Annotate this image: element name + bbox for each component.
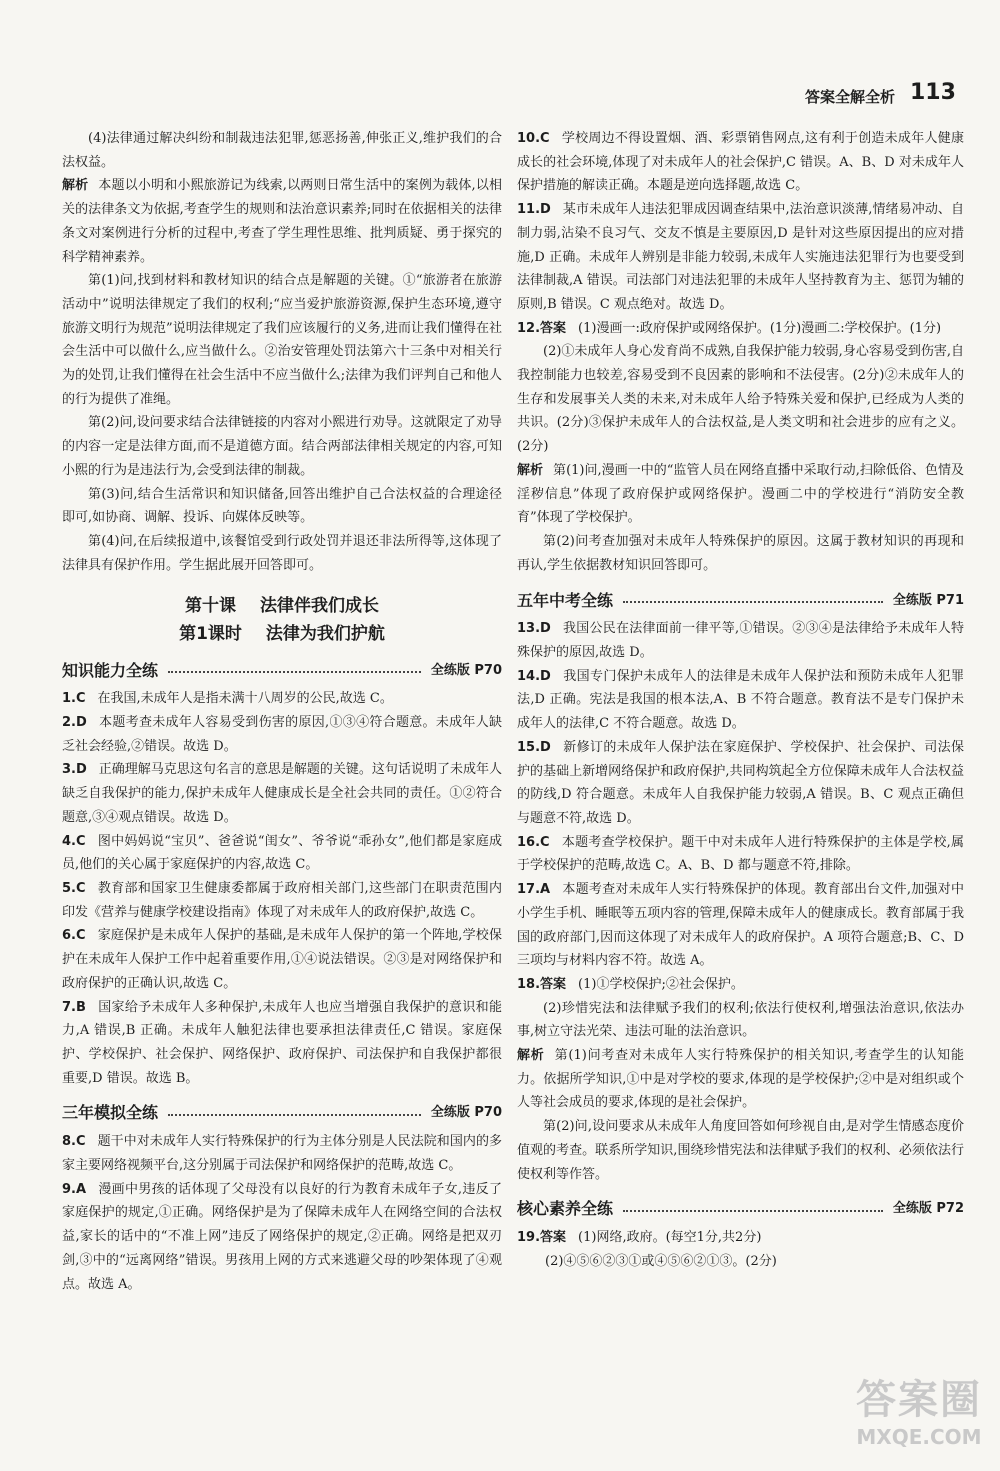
- answer-text: 漫画中男孩的话体现了父母没有以良好的行为教育未成年子女,违反了家庭保护的规定,①正确。网络保护是为了保障未成年人在网络空间的合法权益,家长的话中的“不准上网”违反了网络保护的规定,②正确。网络是把双刃剑,③中的“远离网络”错误。男孩用上网的方式来逃避父母的吵架体现了④观点。故选 A。: [62, 1181, 502, 1292]
- section-ref: 全练版 P70: [430, 662, 502, 678]
- watermark-logo: [856, 1368, 982, 1449]
- answer-item: [62, 687, 502, 711]
- answer-text: 本题考查学校保护。题干中对未成年人进行特殊保护的主体是学校,属于学校保护的范畴,故选 C。A、B、D 都与题意不符,排除。: [517, 834, 964, 874]
- chapter-number: 第十课: [185, 596, 236, 617]
- section-divider: [623, 1210, 883, 1212]
- paragraph: 第(2)问,设问要求从未成年人角度回答如何珍视自由,是对学生情感态度价值观的考查。联系所学知识,围绕珍惜宪法和法律赋予我们的权利、必须依法行使权利等作答。: [517, 1119, 964, 1182]
- left-column: [62, 127, 502, 1296]
- running-header-title: 答案全解全析: [805, 88, 896, 106]
- section-header: [62, 1100, 502, 1126]
- question-number: 13.D: [517, 621, 551, 637]
- paragraph: (2)④⑤⑥②③①或④⑤⑥②①③。(2分): [545, 1253, 777, 1269]
- section-header: [62, 657, 502, 683]
- page-number: 113: [910, 80, 956, 105]
- answer-text: (1)网络,政府。(每空1分,共2分): [578, 1230, 762, 1246]
- paragraph: (4)法律通过解决纠纷和制裁违法犯罪,惩恶扬善,伸张正义,维护我们的合法权益。: [62, 131, 502, 170]
- answer-text: 国家给予未成年人多种保护,未成年人也应当增强自我保护的意识和能力,A 错误,B 正确。未成年人触犯法律也要承担法律责任,C 错误。家庭保护、学校保护、社会保护、网络保护、政府保护、司法保护和自我保护都很重要,D 错误。故选 B。: [62, 999, 502, 1086]
- question-number: 17.A: [517, 882, 551, 898]
- answer-text: 题干中对未成年人实行特殊保护的行为主体分别是人民法院和国内的多家主要网络视频平台,这分别属于司法保护和网络保护的范畴,故选 C。: [62, 1134, 502, 1174]
- question-number: 15.D: [517, 739, 551, 755]
- answer-text: 本题考查未成年人容易受到伤害的原因,①③④符合题意。未成年人缺乏社会经验,②错误。故选 D。: [62, 715, 502, 754]
- question-number: 3.D: [62, 762, 87, 778]
- answer-text: 我国专门保护未成年人的法律是未成年人保护法和预防未成年人犯罪法,D 正确。宪法是我国的根本法,A、B 不符合题意。教育法不是专门保护未成年人的法律,C 不符合题意。故选 D。: [517, 668, 964, 732]
- answer-item: [62, 830, 502, 877]
- section-label: 五年中考全练: [517, 590, 614, 610]
- question-number: 8.C: [62, 1134, 86, 1150]
- section-header: [517, 587, 964, 613]
- answer-item: [517, 831, 964, 878]
- section-ref: 全练版 P71: [892, 592, 964, 608]
- question-number: 1.C: [62, 691, 86, 707]
- question-number: 6.C: [62, 928, 86, 944]
- answer-text: 本题考查对未成年人实行特殊保护的体现。教育部出台文件,加强对中小学生手机、睡眠等五项内容的管理,保障未成年人的健康成长。教育部属于我国的政府部门,因而这体现了对未成年人的政府保护。A 项符合题意;B、C、D 三项均与材料内容不符。故选 A。: [517, 882, 964, 969]
- answer-item: [62, 758, 502, 829]
- analysis-paragraph: [517, 459, 964, 530]
- answer-item: [517, 1226, 964, 1250]
- section-header: [517, 1196, 964, 1222]
- question-number: 14.D: [517, 668, 551, 684]
- answer-item: [517, 973, 964, 997]
- answer-item: [517, 127, 964, 198]
- lesson-title: [62, 621, 502, 647]
- question-number: 7.B: [62, 999, 86, 1015]
- analysis-text: 本题以小明和小熙旅游记为线索,以两则日常生活中的案例为载体,以相关的法律条文为依据,考查学生的规则和法治意识素养;同时在依据相关的法律条文对案例进行分析的过程中,考查了学生理性思维、批判质疑、勇于探究的科学精神素养。: [62, 178, 502, 265]
- question-number: 11.D: [517, 202, 551, 218]
- section-label: 知识能力全练: [62, 660, 159, 680]
- analysis-label: 解析: [517, 1048, 545, 1064]
- paragraph: 第(2)问考查加强对未成年人特殊保护的原因。这属于教材知识的再现和再认,学生依据教材知识回答即可。: [517, 533, 964, 573]
- paragraph: (2)①未成年人身心发育尚不成熟,自我保护能力较弱,身心容易受到伤害,自我控制能力也较差,容易受到不良因素的影响和不法侵害。(2分)②未成年人的生存和发展事关人类的未来,对未成年人给予特殊关爱和保护,已经成为人类的共识。(2分)③保护未成年人的合法权益,是人类文明和社会进步的应有之义。(2分): [517, 344, 964, 455]
- answer-item: [62, 877, 502, 924]
- answer-text: 教育部和国家卫生健康委都属于政府相关部门,这些部门在职责范围内印发《营养与健康学校建设指南》体现了对未成年人的政府保护,故选 C。: [62, 880, 502, 920]
- answer-text: 图中妈妈说“宝贝”、爸爸说“闺女”、爷爷说“乖孙女”,他们都是家庭成员,他们的关心属于家庭保护的内容,故选 C。: [62, 833, 502, 873]
- right-column: [517, 127, 964, 1274]
- question-number: 5.C: [62, 880, 86, 896]
- question-number: 9.A: [62, 1181, 87, 1197]
- answer-item: [517, 736, 964, 831]
- answer-text: (1)①学校保护;②社会保护。: [578, 976, 744, 992]
- section-label: 三年模拟全练: [62, 1103, 159, 1123]
- lesson-name: 法律为我们护航: [265, 624, 385, 645]
- answer-item: [62, 996, 502, 1091]
- analysis-paragraph: [517, 1044, 964, 1115]
- answer-text: 学校周边不得设置烟、酒、彩票销售网点,这有利于创造未成年人健康成长的社会环境,体现了对未成年人的社会保护,C 错误。A、B、D 对未成年人保护措施的解读正确。本题是逆向选择题,故选 C。: [517, 131, 964, 194]
- answer-item: [517, 198, 964, 317]
- answer-item: [517, 878, 964, 973]
- paragraph: 第(3)问,结合生活常识和知识储备,回答出维护自己合法权益的合理途径即可,如协商、调解、投诉、向媒体反映等。: [62, 486, 502, 526]
- section-divider: [168, 671, 421, 673]
- answer-text: 我国公民在法律面前一律平等,①错误。②③④是法律给予未成年人特殊保护的原因,故选 D。: [517, 621, 964, 661]
- paragraph: (2)珍惜宪法和法律赋予我们的权利;依法行使权利,增强法治意识,依法办事,树立守法光荣、违法可耻的法治意识。: [517, 1000, 964, 1040]
- answer-text: 在我国,未成年人是指未满十八周岁的公民,故选 C。: [97, 691, 393, 707]
- section-label: 核心素养全练: [517, 1199, 614, 1219]
- answer-item: [517, 617, 964, 664]
- watermark-main: 答案圈: [856, 1377, 982, 1423]
- answer-text: 正确理解马克思这句名言的意思是解题的关键。这句话说明了未成年人缺乏自我保护的能力,保护未成年人健康成长是全社会共同的责任。①②符合题意,③④观点错误。故选 D。: [62, 762, 502, 825]
- analysis-paragraph: [62, 174, 502, 269]
- section-ref: 全练版 P72: [892, 1201, 964, 1217]
- question-number: 19.答案: [517, 1230, 567, 1246]
- analysis-label: 解析: [517, 462, 544, 478]
- answer-item: [62, 924, 502, 995]
- question-number: 10.C: [517, 131, 550, 146]
- answer-text: 某市未成年人违法犯罪成因调查结果中,法治意识淡薄,情绪易冲动、自制力弱,沾染不良习气、交友不慎是主要原因,D 是针对这些原因提出的应对措施,D 正确。未成年人辨别是非能力较弱,未成年人实施违法犯罪行为也要受到法律制裁,A 错误。司法部门对违法犯罪的未成年人坚持教育为主、惩罚为辅的原则,B 错误。C 观点绝对。故选 D。: [517, 202, 964, 312]
- paragraph: 第(1)问,找到材料和教材知识的结合点是解题的关键。①“旅游者在旅游活动中”说明法律规定了我们的权利;“应当爱护旅游资源,保护生态环境,遵守旅游文明行为规范”说明法律规定了我们应该履行的义务,进而让我们懂得在社会生活中可以做什么,应当做什么。②治安管理处罚法第六十三条中对相关行为的处罚,让我们懂得在社会生活中不应当做什么;法律为我们评判自己和他人的行为提供了准绳。: [62, 273, 502, 407]
- question-number: 18.答案: [517, 976, 567, 992]
- answer-text: (1)漫画一:政府保护或网络保护。(1分)漫画二:学校保护。(1分): [578, 320, 942, 336]
- answer-item: [62, 711, 502, 758]
- chapter-name: 法律伴我们成长: [260, 596, 379, 617]
- analysis-text: 第(1)问,漫画一中的“监管人员在网络直播中采取行动,扫除低俗、色情及淫秽信息”体现了政府保护或网络保护。漫画二中的学校进行“消防安全教育”体现了学校保护。: [517, 462, 964, 526]
- answer-text: 新修订的未成年人保护法在家庭保护、学校保护、社会保护、司法保护的基础上新增网络保护和政府保护,共同构筑起全方位保障未成年人合法权益的防线,D 符合题意。未成年人自我保护能力较弱,A 错误。B、C 观点正确但与题意不符,故选 D。: [517, 739, 964, 826]
- section-divider: [623, 601, 883, 603]
- answer-item: [62, 1178, 502, 1297]
- answer-item: [517, 665, 964, 736]
- chapter-title: [62, 593, 502, 619]
- paragraph: 第(2)问,设问要求结合法律链接的内容对小熙进行劝导。这就限定了劝导的内容一定是法律方面,而不是道德方面。结合两部法律相关规定的内容,可知小熙的行为是违法行为,会受到法律的制裁。: [62, 415, 502, 478]
- question-number: 4.C: [62, 833, 86, 849]
- question-number: 2.D: [62, 715, 87, 731]
- section-ref: 全练版 P70: [430, 1105, 502, 1121]
- paragraph: 第(4)问,在后续报道中,该餐馆受到行政处罚并退还非法所得等,这体现了法律具有保护作用。学生据此展开回答即可。: [62, 533, 502, 573]
- answer-item: [517, 317, 964, 341]
- answer-item: [62, 1130, 502, 1177]
- analysis-label: 解析: [62, 178, 89, 194]
- analysis-text: 第(1)问考查对未成年人实行特殊保护的相关知识,考查学生的认知能力。依据所学知识,①中是对学校的要求,体现的是学校保护;②中是对组织或个人等社会成员的要求,体现的是社会保护。: [517, 1048, 964, 1111]
- question-number: 12.答案: [517, 320, 567, 336]
- lesson-number: 第1课时: [179, 624, 242, 645]
- section-divider: [168, 1114, 421, 1116]
- answer-text: 家庭保护是未成年人保护的基础,是未成年人保护的第一个阵地,学校保护在未成年人保护工作中起着重要作用,①④说法错误。②③是对网络保护和政府保护的正确认识,故选 C。: [62, 928, 502, 991]
- question-number: 16.C: [517, 834, 550, 850]
- watermark-site: MXQE.COM: [856, 1425, 982, 1449]
